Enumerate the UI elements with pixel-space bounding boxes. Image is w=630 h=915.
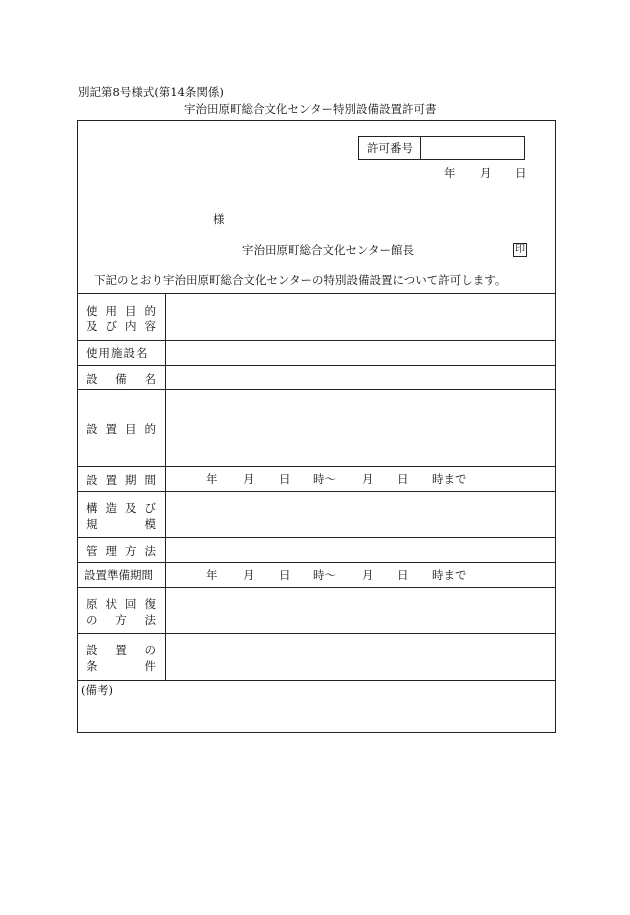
label-equipment: 設 備 名 bbox=[86, 372, 156, 386]
label-structure-line2: 規 模 bbox=[86, 517, 156, 531]
row-line bbox=[77, 340, 556, 341]
label-restore-line2: の 方 法 bbox=[86, 613, 156, 627]
label-purpose-line1: 使 用 目 的 bbox=[86, 304, 156, 318]
row-line bbox=[77, 587, 556, 588]
prep-period-day2: 日 bbox=[397, 568, 409, 582]
label-conditions-line1: 設 置 の bbox=[86, 643, 156, 657]
issuer-name: 宇治田原町総合文化センター館長 bbox=[242, 243, 415, 257]
label-install-period: 設 置 期 間 bbox=[86, 473, 156, 487]
label-restore-line1: 原 状 回 復 bbox=[86, 597, 156, 611]
prep-period-hour-from: 時～ bbox=[313, 568, 336, 582]
field-remarks[interactable] bbox=[79, 698, 553, 731]
install-period-day2: 日 bbox=[397, 472, 409, 486]
field-structure[interactable] bbox=[167, 493, 553, 536]
label-install-purpose: 設 置 目 的 bbox=[86, 422, 156, 436]
field-conditions[interactable] bbox=[167, 635, 553, 679]
prep-period-hour-until: 時まで bbox=[432, 568, 467, 582]
install-period-hour-until: 時まで bbox=[432, 472, 467, 486]
row-line bbox=[77, 466, 556, 467]
row-line bbox=[77, 562, 556, 563]
addressee-suffix: 様 bbox=[213, 212, 225, 226]
label-management: 管 理 方 法 bbox=[86, 544, 156, 558]
field-facility[interactable] bbox=[167, 342, 553, 364]
remarks-label: (備考) bbox=[81, 683, 113, 697]
row-line bbox=[77, 633, 556, 634]
label-conditions-line2: 条 件 bbox=[86, 659, 156, 673]
field-purpose[interactable] bbox=[167, 295, 553, 339]
label-prep-period: 設置準備期間 bbox=[84, 568, 153, 582]
permit-number-label: 許可番号 bbox=[367, 141, 413, 155]
label-column-divider bbox=[165, 293, 166, 680]
field-install-purpose[interactable] bbox=[167, 391, 553, 465]
row-line bbox=[77, 365, 556, 366]
document-title: 宇治田原町総合文化センター特別設備設置許可書 bbox=[184, 102, 437, 116]
prep-period-day: 日 bbox=[279, 568, 291, 582]
date-month: 月 bbox=[480, 166, 492, 180]
seal-mark: 印 bbox=[515, 244, 525, 255]
row-line bbox=[77, 293, 556, 294]
install-period-year: 年 bbox=[206, 472, 218, 486]
prep-period-month: 月 bbox=[243, 568, 255, 582]
install-period-day: 日 bbox=[279, 472, 291, 486]
label-facility: 使用施設名 bbox=[86, 346, 149, 360]
row-line bbox=[77, 389, 556, 390]
row-line bbox=[77, 680, 556, 681]
permit-number-divider bbox=[420, 136, 421, 159]
prep-period-year: 年 bbox=[206, 568, 218, 582]
form-id: 別記第8号様式(第14条関係) bbox=[78, 85, 224, 99]
date-day: 日 bbox=[515, 166, 527, 180]
label-purpose-line2: 及 び 内 容 bbox=[86, 319, 156, 333]
prep-period-month2: 月 bbox=[362, 568, 374, 582]
row-line bbox=[77, 537, 556, 538]
install-period-month2: 月 bbox=[362, 472, 374, 486]
install-period-hour-from: 時～ bbox=[313, 472, 336, 486]
field-equipment[interactable] bbox=[167, 367, 553, 388]
date-year: 年 bbox=[444, 166, 456, 180]
field-restore[interactable] bbox=[167, 589, 553, 632]
label-structure-line1: 構 造 及 び bbox=[86, 501, 156, 515]
row-line bbox=[77, 491, 556, 492]
permit-statement: 下記のとおり宇治田原町総合文化センターの特別設備設置について許可します。 bbox=[94, 273, 507, 287]
install-period-month: 月 bbox=[243, 472, 255, 486]
field-management[interactable] bbox=[167, 539, 553, 561]
